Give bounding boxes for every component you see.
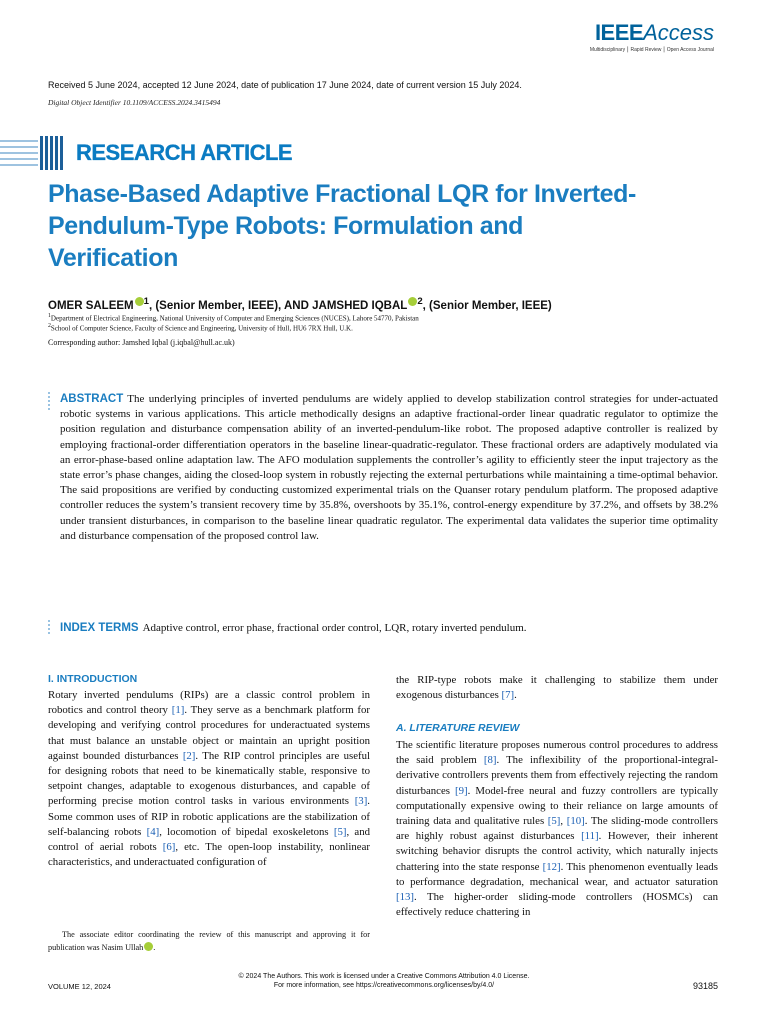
page-number: 93185 (692, 981, 718, 991)
citation-link[interactable]: [7] (501, 689, 515, 702)
index-terms (60, 622, 718, 634)
doi-line: Digital Object Identifier 10.1109/ACCESS.2024.3415494 (48, 98, 221, 107)
intro-paragraph-cont (396, 673, 718, 703)
orcid-icon[interactable] (408, 297, 417, 306)
citation-link[interactable]: [1] (171, 704, 185, 717)
text-run: . Some common uses of RIP in robotic applications are the stabilization of self-balancing robots (48, 795, 370, 838)
text-run: . The inflexibility of the proportional-integral-derivative controllers prevents them from effectively rejecting the random disturbances (396, 754, 718, 797)
authors-mid: , (Senior Member, IEEE), AND JAMSHED IQBAL (148, 299, 408, 312)
footnote-text: The associate editor coordinating the review of this manuscript and approving it for publication was Nasim Ullah (48, 930, 370, 952)
editor-footnote: The associate editor coordinating the review of this manuscript and approving it for publication was Nasim Ullah . (48, 930, 370, 952)
license-link[interactable]: For more information, see https://creativecommons.org/licenses/by/4.0/ (273, 982, 495, 989)
article-type-stripes (40, 136, 64, 170)
logo-name: Access (643, 20, 714, 45)
text-run: . (514, 689, 517, 702)
corresponding-author: Corresponding author: Jamshed Iqbal (j.iqbal@hull.ac.uk) (48, 338, 235, 347)
text-run: . The RIP control principles are useful for designing robots that need to be kinematically stable, responsive to setpoint changes, adaptable to exogenous disturbances, and capable of performing precise motion control tasks in various environments (48, 749, 370, 808)
section-heading-introduction: I. INTRODUCTION (48, 673, 138, 685)
orcid-icon[interactable] (135, 297, 144, 306)
abstract (60, 392, 718, 544)
text-run: Rotary inverted pendulums (RIPs) are a classic control problem in robotics and control theory (48, 689, 370, 717)
text-run: , and control of aerial robots (48, 825, 370, 854)
author-1-affil: 1 (143, 296, 149, 307)
author-2-affil: 2 (417, 296, 423, 307)
logo-brand: IEEE (594, 20, 644, 45)
received-line: Received 5 June 2024, accepted 12 June 2024, date of publication 17 June 2024, date of current version 15 July 2024. (48, 80, 522, 90)
citation-link[interactable]: [2] (182, 749, 196, 762)
citation-link[interactable]: [10] (566, 815, 585, 828)
citation-link[interactable]: [11] (581, 830, 599, 843)
affiliation-2-sup: 2 (48, 323, 51, 329)
text-run: . The higher-order sliding-mode controllers (HOSMCs) can effectively reduce chattering in (396, 891, 718, 919)
author-1[interactable]: OMER SALEEM (48, 299, 134, 312)
article-type: RESEARCH ARTICLE (76, 140, 293, 165)
text-run: , (560, 815, 567, 828)
text-run: The scientific literature proposes numerous control procedures to address the said problem (396, 739, 718, 767)
intro-paragraph (48, 688, 370, 870)
affiliation-1-text: Department of Electrical Engineering, National University of Computer and Emerging Sciences (NUCES), Lahore 54770, Pakistan (50, 314, 419, 323)
affiliation-1-sup: 1 (48, 313, 51, 319)
article-type-decoration (0, 136, 44, 170)
citation-link[interactable]: [13] (396, 891, 414, 904)
text-run: . However, their inherent switching behavior disrupts the control activity, which naturally injects chattering into the state response (396, 830, 718, 873)
literature-review-paragraph (396, 738, 718, 920)
text-run: . Model-free neural and fuzzy controllers are typically computationally expensive owing to their reliance on large amounts of training data and qualitative rules (396, 784, 718, 828)
text-run: , locomotion of bipedal exoskeletons (159, 825, 334, 838)
license-footer (0, 972, 768, 990)
affiliation-1 (48, 313, 419, 322)
citation-link[interactable]: [3] (354, 795, 368, 808)
text-run: the RIP-type robots make it challenging to stabilize them under exogenous disturbances (396, 674, 718, 702)
journal-logo (590, 20, 714, 53)
text-run: . The sliding-mode controllers are highly robust against disturbances (396, 815, 719, 843)
citation-link[interactable]: [4] (146, 825, 160, 838)
text-run: . They serve as a benchmark platform for developing and verifying control procedures for underactuated systems that must balance an unstable object or maintain an upright position against bounded disturbances (48, 704, 370, 762)
logo-tagline: Multidisciplinary ⎮ Rapid Review ⎮ Open Access Journal (589, 47, 714, 53)
text-run: , etc. The open-loop instability, nonlinear characteristics, and underactuated configuration of (48, 841, 370, 869)
index-terms-text: Adaptive control, error phase, fractional order control, LQR, rotary inverted pendulum. (142, 622, 527, 634)
citation-link[interactable]: [5] (333, 825, 347, 838)
index-terms-label: INDEX TERMS (60, 622, 139, 634)
affiliation-2-text: School of Computer Science, Faculty of Science and Engineering, University of Hull, HU6 7RX Hull, U.K. (50, 324, 353, 333)
text-run: . This phenomenon eventually leads to performance degradation, mechanical wear, and actuator saturation (396, 860, 718, 888)
abstract-marker (48, 392, 51, 412)
citation-link[interactable]: [5] (547, 815, 561, 828)
citation-link[interactable]: [9] (455, 784, 468, 797)
volume-label: VOLUME 12, 2024 (48, 982, 111, 991)
abstract-label: ABSTRACT (60, 393, 124, 405)
license-text: © 2024 The Authors. This work is licensed under a Creative Commons Attribution 4.0 License. (238, 973, 530, 980)
affiliation-2 (48, 323, 353, 332)
authors (48, 296, 552, 312)
orcid-icon[interactable] (144, 942, 153, 951)
authors-end: , (Senior Member, IEEE) (422, 299, 552, 312)
paper-title: Phase-Based Adaptive Fractional LQR for Inverted-Pendulum-Type Robots: Formulation and Verification (48, 180, 636, 272)
citation-link[interactable]: [8] (483, 754, 497, 767)
index-terms-marker (48, 620, 51, 636)
abstract-text: The underlying principles of inverted pendulums are widely applied to develop stabilization control strategies for under-actuated robotic systems in various applications. This article methodically designs an adaptive fractional-order linear quadratic regulator to optimize the position regulation and disturbance compensation ability of an inverted-pendulum-like robot. The proposed adaptive controller is realized by employing fractional-order differentiation operators in the baseline linear-quadratic-regulator. These fractional orders are adaptively modulated via an error-phase-based online adaptation law. The AFO modulation supplements the controller’s agility to efficiently steer the input trajectory as the state error’s phase changes, aiding the closed-loop system in robustly rejecting the external perturbations while maintaining a time-optimal behavior. The said propositions are verified by conducting customized experimental trials on the Quanser rotary pendulum platform. The proposed adaptive controller reduces the system’s transient recovery time by 35.8%, overshoots by 35.1%, control-energy expenditure by 37.2%, and offsets by 38.2% under transient disturbances, in comparison to the baseline linear quadratic regulator. The experimental data validates the superior time optimality and disturbance compensation of the proposed control law. (60, 393, 718, 542)
subsection-heading-literature-review: A. LITERATURE REVIEW (396, 722, 520, 734)
citation-link[interactable]: [6] (162, 841, 176, 854)
citation-link[interactable]: [12] (542, 860, 561, 873)
